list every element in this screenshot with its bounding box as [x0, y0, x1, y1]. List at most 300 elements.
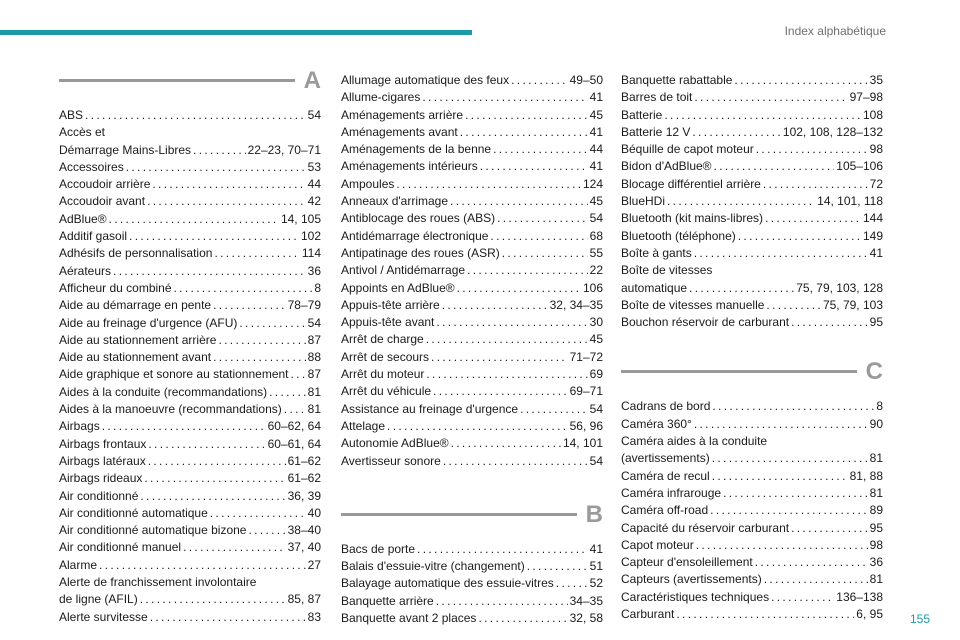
index-entry	[59, 366, 321, 383]
leader-dots	[113, 263, 306, 280]
index-entry-pages: 105–106	[836, 159, 883, 174]
index-entry	[621, 141, 883, 158]
index-entry-term: Airbags	[59, 419, 100, 434]
leader-dots	[431, 349, 568, 366]
index-entry	[59, 159, 321, 176]
index-entry	[621, 124, 883, 141]
page-number: 155	[909, 612, 930, 626]
index-entry-term: Anneaux d'arrimage	[341, 194, 449, 209]
index-entry	[341, 124, 603, 141]
index-entry-pages: 32, 58	[569, 611, 603, 626]
index-entry-pages: 68	[589, 228, 603, 243]
index-list	[341, 541, 603, 627]
index-entry	[341, 280, 603, 297]
leader-dots	[723, 485, 868, 502]
index-entry-pages: 14, 101	[562, 436, 603, 451]
index-entry-term: ABS	[59, 108, 84, 122]
leader-dots	[129, 228, 299, 245]
index-entry	[621, 554, 883, 571]
index-entry-pages: 89	[869, 503, 883, 518]
index-entry	[59, 470, 321, 487]
index-entry-pages: 61–62	[287, 471, 321, 486]
index-entry-pages: 83	[307, 609, 321, 624]
index-entry-pages: 95	[869, 315, 883, 330]
leader-dots	[766, 297, 821, 314]
index-entry-pages: 22	[589, 263, 603, 278]
index-entry-pages: 41	[589, 90, 603, 105]
index-entry-pages: 81	[869, 451, 883, 466]
index-entry	[341, 158, 603, 175]
leader-dots	[734, 72, 867, 89]
index-entry-pages: 98	[869, 142, 883, 157]
index-entry-pages: 81	[307, 384, 321, 399]
leader-dots	[269, 384, 306, 401]
index-entry-pages: 41	[589, 541, 603, 556]
leader-dots	[714, 158, 835, 175]
index-entry-term: de ligne (AFIL)	[59, 592, 138, 607]
leader-dots	[387, 418, 568, 435]
index-entry-term: Bluetooth (kit mains-libres)	[621, 211, 764, 226]
leader-dots	[511, 72, 568, 89]
index-entry-pages: 90	[869, 416, 883, 431]
index-entry	[341, 558, 603, 575]
section-letter: B	[585, 500, 603, 528]
index-entry	[621, 262, 883, 297]
index-entry	[341, 210, 603, 227]
index-entry-term: Capteurs (avertissements)	[621, 572, 762, 587]
index-entry-pages: 149	[862, 228, 883, 243]
index-entry-pages: 27	[307, 557, 321, 572]
index-entry	[621, 589, 883, 606]
leader-dots	[396, 176, 581, 193]
index-entry-pages: 75, 79, 103, 128	[796, 280, 883, 295]
leader-dots	[109, 211, 279, 228]
index-entry-term: Aide au stationnement avant	[59, 350, 212, 365]
index-entry-term: Caméra infrarouge	[621, 485, 722, 500]
index-entry-term: Aide au freinage d'urgence (AFU)	[59, 315, 238, 330]
index-entry	[621, 520, 883, 537]
leader-dots	[712, 398, 874, 415]
leader-dots	[436, 314, 587, 331]
index-entry-term: Caméra off-road	[621, 503, 709, 518]
index-entry	[59, 384, 321, 401]
index-entry-term: Antivol / Antidémarrage	[341, 263, 466, 278]
index-entry-term: Batterie 12 V	[621, 124, 691, 139]
leader-dots	[493, 141, 588, 158]
section-heading-a	[59, 67, 321, 100]
index-entry	[621, 537, 883, 554]
index-entry-term: Bacs de porte	[341, 541, 416, 556]
index-entry-term: Antipatinage des roues (ASR)	[341, 245, 500, 260]
index-entry-term: Bluetooth (téléphone)	[621, 228, 736, 243]
index-entry-pages: 54	[589, 401, 603, 416]
leader-dots	[126, 159, 306, 176]
index-entry	[341, 435, 603, 452]
index-entry-term: Air conditionné automatique bizone	[59, 523, 247, 538]
index-entry-term: Banquette arrière	[341, 593, 434, 608]
index-entry	[621, 176, 883, 193]
index-entry-term: Aménagements arrière	[341, 107, 464, 122]
index-entry-pages: 54	[589, 453, 603, 468]
index-entry-pages: 98	[869, 537, 883, 552]
index-entry-pages: 97–98	[849, 90, 883, 105]
index-entry-pages: 44	[589, 142, 603, 157]
index-entry-term: Balayage automatique des essuie-vitres	[341, 576, 554, 591]
index-entry-term: Afficheur du combiné	[59, 280, 172, 295]
leader-dots	[764, 571, 868, 588]
index-entry-term: Antidémarrage électronique	[341, 228, 489, 243]
leader-dots	[694, 89, 847, 106]
index-entry	[341, 383, 603, 400]
index-entry-term: Arrêt du moteur	[341, 367, 425, 382]
leader-dots	[497, 210, 588, 227]
leader-dots	[460, 124, 588, 141]
leader-dots	[140, 488, 285, 505]
index-entry	[341, 107, 603, 124]
index-entry-term: Accessoires	[59, 159, 124, 174]
index-entry-pages: 37, 40	[287, 540, 321, 555]
index-entry-pages: 30	[589, 315, 603, 330]
index-entry-pages: 32, 34–35	[549, 297, 603, 312]
index-entry-term: Arrêt du véhicule	[341, 384, 432, 399]
index-entry-term: Allume-cigares	[341, 90, 421, 105]
index-entry-term: Blocage différentiel arrière	[621, 176, 761, 191]
index-entry-term: Assistance au freinage d'urgence	[341, 401, 519, 416]
leader-dots	[450, 193, 588, 210]
index-entry-pages: 136–138	[836, 589, 883, 604]
index-entry	[341, 176, 603, 193]
index-entry	[341, 141, 603, 158]
index-entry	[341, 193, 603, 210]
index-entry	[341, 349, 603, 366]
index-list	[621, 398, 883, 623]
section-heading-b	[341, 500, 603, 534]
leader-dots	[694, 416, 868, 433]
index-entry	[341, 228, 603, 245]
leader-dots	[174, 280, 313, 297]
index-entry-pages: 38–40	[287, 523, 321, 538]
index-entry	[59, 263, 321, 280]
index-entry-term: Aménagements de la benne	[341, 142, 492, 157]
index-entry-pages: 81	[869, 485, 883, 500]
index-entry-pages: 36	[869, 555, 883, 570]
index-entry-pages: 54	[307, 315, 321, 330]
index-entry	[621, 72, 883, 89]
leader-dots	[520, 401, 588, 418]
index-entry-pages: 124	[582, 176, 603, 191]
index-entry-pages: 81	[307, 402, 321, 417]
leader-dots	[791, 314, 868, 331]
index-column-2	[341, 72, 603, 627]
index-entry-pages: 45	[589, 194, 603, 209]
index-entry-term: Boîte à gants	[621, 245, 692, 260]
index-entry	[59, 453, 321, 470]
leader-dots	[183, 539, 286, 556]
index-entry-pages: 102, 108, 128–132	[782, 124, 883, 139]
index-entry-term: Batterie	[621, 107, 663, 122]
leader-dots	[676, 606, 854, 623]
index-entry	[59, 401, 321, 418]
index-entry-pages: 36, 39	[287, 488, 321, 503]
index-entry-term: Air conditionné	[59, 488, 139, 503]
index-entry	[59, 349, 321, 366]
index-entry-pages: 36	[307, 263, 321, 278]
index-entry	[59, 418, 321, 435]
header-accent-bar	[0, 30, 472, 35]
index-entry	[59, 176, 321, 193]
index-entry-pages: 114	[301, 246, 321, 261]
index-entry	[59, 539, 321, 556]
index-entry-term: Ampoules	[341, 176, 395, 191]
index-entry-term: Accoudoir arrière	[59, 177, 151, 192]
leader-dots	[147, 193, 306, 210]
index-list	[621, 72, 883, 331]
index-entry	[59, 297, 321, 314]
leader-dots	[756, 141, 868, 158]
index-entry	[341, 401, 603, 418]
index-list	[59, 107, 321, 626]
index-entry-term: Additif gasoil	[59, 229, 128, 244]
index-entry-term: Béquille de capot moteur	[621, 142, 754, 157]
index-entry	[341, 610, 603, 627]
index-entry	[621, 228, 883, 245]
leader-dots	[239, 315, 305, 332]
index-entry	[341, 331, 603, 348]
leader-dots	[502, 245, 588, 262]
leader-dots	[436, 593, 568, 610]
index-entry-pages: 87	[307, 332, 321, 347]
index-entry-term: Air conditionné manuel	[59, 540, 182, 555]
index-entry-term: Caractéristiques techniques	[621, 589, 770, 604]
index-entry	[59, 228, 321, 245]
index-entry-term: Banquette rabattable	[621, 73, 733, 87]
index-entry-term: Balais d'essuie-vitre (changement)	[341, 559, 525, 574]
index-entry	[621, 571, 883, 588]
index-entry-term: Aides à la manoeuvre (recommandations)	[59, 402, 282, 417]
index-entry-pages: 8	[876, 399, 883, 414]
index-entry-pages: 54	[307, 108, 321, 122]
index-entry-term: Autonomie AdBlue®	[341, 436, 449, 451]
leader-dots	[689, 280, 794, 297]
index-entry-pages: 14, 105	[280, 211, 321, 226]
index-entry-pages: 8	[314, 280, 321, 295]
index-entry	[621, 158, 883, 175]
index-entry-pages: 85, 87	[287, 592, 321, 607]
leader-dots	[694, 245, 868, 262]
index-entry	[59, 245, 321, 262]
index-entry	[59, 315, 321, 332]
index-entry	[621, 398, 883, 415]
index-entry	[341, 72, 603, 89]
index-entry-pages: 75, 79, 103	[822, 297, 883, 312]
section-rule	[59, 79, 295, 82]
leader-dots	[763, 176, 868, 193]
index-entry	[341, 245, 603, 262]
leader-dots	[210, 505, 306, 522]
index-entry-term: Capacité du réservoir carburant	[621, 520, 790, 535]
index-entry-pages: 49–50	[569, 73, 603, 87]
index-entry-term: Aide au stationnement arrière	[59, 332, 217, 347]
leader-dots	[417, 541, 588, 558]
leader-dots	[213, 349, 306, 366]
leader-dots	[771, 589, 834, 606]
index-entry	[341, 575, 603, 592]
index-entry-pages: 45	[589, 107, 603, 122]
index-entry-term: Alerte survitesse	[59, 609, 148, 624]
index-entry	[621, 606, 883, 623]
index-entry-pages: 51	[589, 559, 603, 574]
leader-dots	[664, 107, 861, 124]
leader-dots	[426, 366, 587, 383]
leader-dots	[150, 609, 306, 626]
index-entry	[59, 557, 321, 574]
leader-dots	[214, 245, 299, 262]
index-entry-pages: 55	[589, 245, 603, 260]
index-entry-pages: 78–79	[287, 298, 321, 313]
index-entry	[341, 314, 603, 331]
index-entry	[341, 453, 603, 470]
index-list	[341, 72, 603, 470]
index-entry-pages: 44	[307, 177, 321, 192]
index-entry-term: Aides à la conduite (recommandations)	[59, 384, 268, 399]
index-entry-pages: 72	[869, 176, 883, 191]
index-entry-pages: 22–23, 70–71	[247, 142, 321, 157]
index-entry-pages: 52	[589, 576, 603, 591]
index-entry-term: Adhésifs de personnalisation	[59, 246, 213, 261]
leader-dots	[765, 210, 861, 227]
index-entry-pages: 53	[307, 159, 321, 174]
leader-dots	[99, 557, 306, 574]
index-entry	[59, 193, 321, 210]
index-entry	[341, 89, 603, 106]
leader-dots	[213, 297, 286, 314]
index-column-1	[59, 67, 321, 626]
page-header-title: Index alphabétique	[784, 24, 886, 38]
index-entry-term-prefix: Alerte de franchissement involontaire	[59, 575, 257, 590]
index-entry-term: Aménagements avant	[341, 124, 458, 139]
index-entry	[59, 280, 321, 297]
leader-dots	[193, 142, 246, 159]
index-entry	[621, 433, 883, 468]
index-column-3	[621, 72, 883, 623]
index-entry-term: Accoudoir avant	[59, 194, 146, 209]
index-entry-term-prefix: Caméra aides à la conduite	[621, 434, 768, 449]
leader-dots	[465, 107, 588, 124]
index-entry-pages: 14, 101, 118	[817, 194, 883, 209]
leader-dots	[442, 297, 548, 314]
index-entry-term: Arrêt de secours	[341, 349, 430, 364]
index-entry-term: AdBlue®	[59, 211, 107, 226]
index-entry-pages: 6, 95	[856, 607, 883, 622]
leader-dots	[696, 537, 868, 554]
index-entry-term: Démarrage Mains-Libres	[59, 142, 192, 157]
index-entry-pages: 41	[869, 245, 883, 260]
leader-dots	[148, 436, 265, 453]
index-entry	[59, 436, 321, 453]
index-entry-term: Caméra de recul	[621, 468, 710, 483]
section-letter: A	[303, 67, 321, 94]
index-entry-term: BlueHDi	[621, 194, 666, 209]
leader-dots	[144, 470, 285, 487]
index-entry-pages: 54	[589, 211, 603, 226]
index-entry-pages: 61–62	[287, 453, 321, 468]
index-entry-term-prefix: Accès et	[59, 125, 106, 140]
index-entry	[621, 314, 883, 331]
index-entry	[621, 485, 883, 502]
index-entry-pages: 108	[862, 107, 883, 122]
index-entry-term: Bouchon réservoir de carburant	[621, 315, 790, 330]
index-entry-term-prefix: Boîte de vitesses	[621, 263, 713, 278]
leader-dots	[710, 502, 867, 519]
index-entry-term: Air conditionné automatique	[59, 505, 208, 520]
leader-dots	[140, 591, 286, 608]
index-entry-pages: 69–71	[569, 384, 603, 399]
leader-dots	[218, 332, 305, 349]
index-entry	[341, 593, 603, 610]
leader-dots	[755, 554, 868, 571]
index-entry-term: Allumage automatique des feux	[341, 73, 510, 87]
index-entry-pages: 144	[862, 211, 883, 226]
index-entry	[621, 89, 883, 106]
leader-dots	[443, 453, 588, 470]
index-entry	[341, 262, 603, 279]
index-entry	[341, 366, 603, 383]
leader-dots	[248, 522, 285, 539]
index-entry-pages: 42	[307, 194, 321, 209]
index-entry-pages: 106	[582, 280, 603, 295]
index-entry	[341, 297, 603, 314]
index-entry-term: Bidon d'AdBlue®	[621, 159, 712, 174]
leader-dots	[152, 176, 305, 193]
leader-dots	[291, 366, 306, 383]
index-entry-term: Alarme	[59, 557, 98, 572]
leader-dots	[527, 558, 588, 575]
index-entry-pages: 41	[589, 159, 603, 174]
leader-dots	[284, 401, 306, 418]
index-entry-term: Capot moteur	[621, 537, 694, 552]
index-entry-term: Avertisseur sonore	[341, 453, 441, 468]
leader-dots	[457, 280, 581, 297]
index-entry-term: Boîte de vitesses manuelle	[621, 297, 765, 312]
index-entry-term: Barres de toit	[621, 90, 693, 105]
leader-dots	[791, 520, 868, 537]
index-entry-pages: 87	[307, 367, 321, 382]
index-entry	[621, 210, 883, 227]
leader-dots	[712, 468, 848, 485]
index-entry-pages: 102	[300, 229, 321, 244]
index-entry	[621, 502, 883, 519]
index-entry-term: Aide au démarrage en pente	[59, 298, 212, 313]
section-rule	[621, 370, 857, 373]
leader-dots	[480, 158, 588, 175]
index-entry	[59, 332, 321, 349]
index-entry	[59, 488, 321, 505]
leader-dots	[478, 610, 567, 627]
index-entry-term: Appoints en AdBlue®	[341, 280, 455, 295]
index-entry	[621, 468, 883, 485]
index-entry	[59, 609, 321, 626]
index-entry-term: Aide graphique et sonore au stationnement	[59, 367, 289, 382]
index-entry-pages: 45	[589, 332, 603, 347]
index-entry	[621, 245, 883, 262]
index-entry-term: Aérateurs	[59, 263, 112, 278]
index-entry-term: Airbags latéraux	[59, 453, 146, 468]
index-entry-term: Appuis-tête avant	[341, 315, 435, 330]
index-entry-pages: 95	[869, 520, 883, 535]
leader-dots	[451, 435, 561, 452]
index-entry-term: (avertissements)	[621, 451, 710, 466]
index-entry-pages: 81	[869, 572, 883, 587]
